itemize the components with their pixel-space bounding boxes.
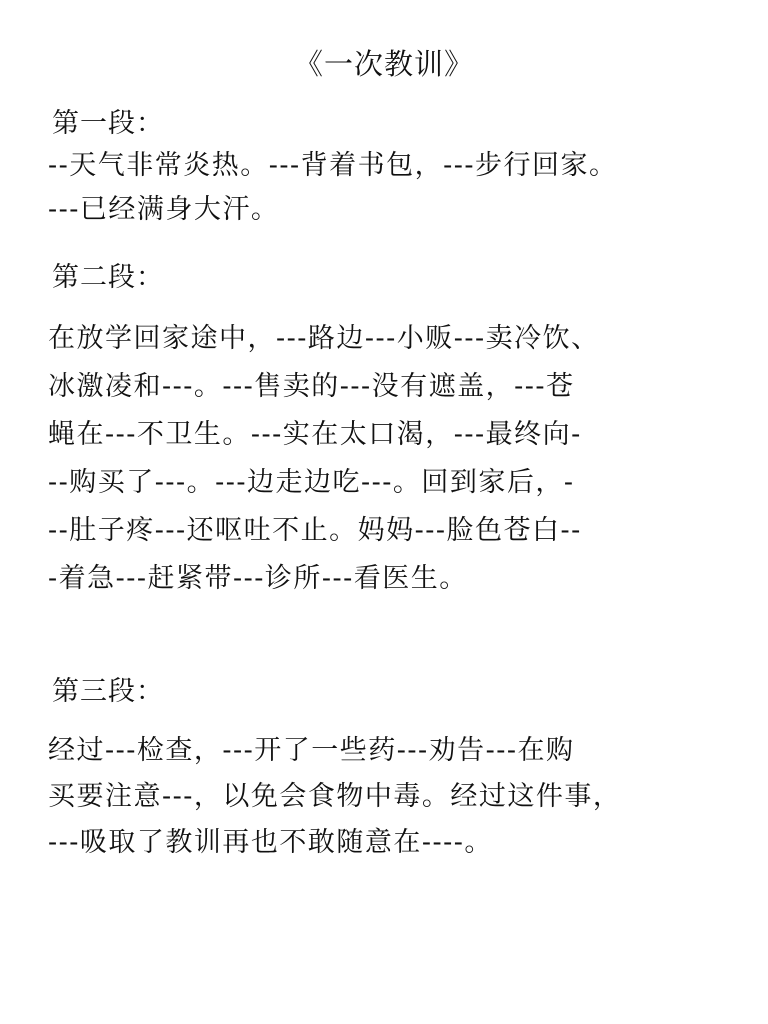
paragraph-line: ---已经满身大汗。: [48, 194, 280, 225]
section-1-heading: 第一段：: [52, 108, 164, 139]
paragraph-line: --肚子疼---还呕吐不止。妈妈---脸色苍白--: [48, 515, 582, 546]
document-title: 《一次教训》: [293, 47, 474, 81]
section-3-heading: 第三段：: [52, 676, 164, 707]
paragraph-line: --天气非常炎热。---背着书包，---步行回家。: [48, 150, 618, 181]
paragraph-line: 买要注意---，以免会食物中毒。经过这件事，: [48, 781, 622, 812]
section-3-paragraph: [48, 728, 748, 866]
section-2-paragraph: [48, 315, 748, 603]
paragraph-line: 蝇在---不卫生。---实在太口渴，---最终向-: [48, 419, 582, 450]
section-1-paragraph: [48, 144, 748, 232]
paragraph-line: -着急---赶紧带---诊所---看医生。: [48, 563, 468, 594]
paragraph-line: ---吸取了教训再也不敢随意在----。: [48, 827, 493, 858]
paragraph-line: 在放学回家途中，---路边---小贩---卖冷饮、: [48, 323, 600, 354]
paragraph-line: 经过---检查，---开了一些药---劝告---在购: [48, 735, 575, 766]
section-2-heading: 第二段：: [52, 262, 164, 293]
paragraph-line: 冰激凌和---。---售卖的---没有遮盖，---苍: [48, 371, 575, 402]
paragraph-line: --购买了---。---边走边吃---。回到家后，-: [48, 467, 575, 498]
